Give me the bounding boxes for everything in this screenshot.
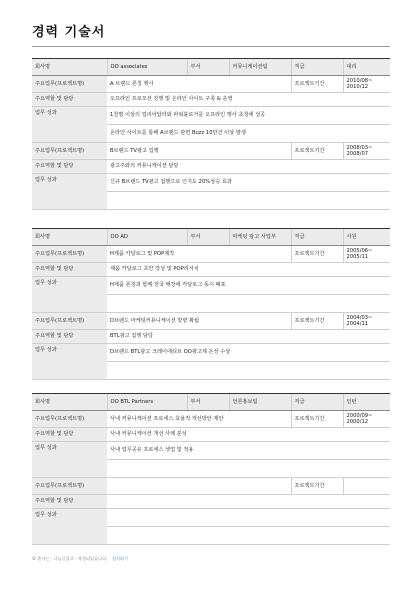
role-label: 주요역할 및 담당 (32, 160, 107, 174)
main-duty-value: 사내 커뮤니케이션 프로세스 효율적 개선방안 제안 (107, 411, 291, 428)
department-label: 부서 (187, 59, 229, 76)
role-value: 제품 카달로그 초안 작성 및 POP리서치 (107, 263, 390, 277)
career-table (32, 228, 390, 380)
result-value (107, 362, 390, 380)
role-value: 사내 커뮤니케이션 개선 사례 분석 (107, 428, 390, 442)
project-duty-row (32, 478, 390, 495)
result-value: 온라인 사이트를 통해 A브랜드 관련 Buzz 10만건 이상 발생 (107, 125, 390, 143)
result-label: 업무 성과 (32, 174, 107, 210)
project-role-row (32, 495, 390, 509)
main-duty-label: 주요업무(프로젝트명) (32, 143, 107, 160)
career-table (32, 393, 390, 545)
period-label: 프로젝트기간 (291, 76, 343, 93)
result-value: D브랜드 BTL광고 크레이에티브 OO광고제 은상 수상 (107, 344, 390, 362)
project-result-row (32, 509, 390, 527)
footer-text: © 혼사는 · 나눔글꼴로 · 작성되었습니다. (32, 556, 108, 561)
page-title: 경력 기술서 (32, 25, 106, 40)
main-duty-label: 주요업무(프로젝트명) (32, 411, 107, 428)
period-value: 2000/09~ 2000/12 (343, 411, 390, 428)
company-label: 회사명 (32, 394, 107, 411)
role-value: 광고주와의 커뮤니케이션 담당 (107, 160, 390, 174)
role-value: 오프라인 프로모션 진행 및 온라인 사이트 구축 & 운영 (107, 93, 390, 107)
project-duty-row (32, 143, 390, 160)
career-block (32, 228, 390, 380)
period-value: 2005/06~ 2005/11 (343, 246, 390, 263)
position-label: 직급 (291, 59, 343, 76)
project-duty-row (32, 76, 390, 93)
period-label: 프로젝트기간 (291, 246, 343, 263)
main-duty-label: 주요업무(프로젝트명) (32, 246, 107, 263)
role-label: 주요역할 및 담당 (32, 263, 107, 277)
project-result-row (32, 442, 390, 460)
result-value (107, 460, 390, 478)
project-result-row (32, 107, 390, 125)
project-role-row (32, 160, 390, 174)
period-label: 프로젝트기간 (291, 313, 343, 330)
period-value: 2010/08~ 2010/12 (343, 76, 390, 93)
title-divider (32, 46, 390, 47)
main-duty-value: B브랜드 TV광고 집행 (107, 143, 291, 160)
result-value: 신규 B브랜드 TV광고 집행으로 인지도 20%상승 효과 (107, 174, 390, 192)
role-value (107, 495, 390, 509)
career-header-row (32, 59, 390, 76)
position-value: 인턴 (343, 394, 390, 411)
project-duty-row (32, 411, 390, 428)
role-label: 주요역할 및 담당 (32, 330, 107, 344)
role-label: 주요역할 및 담당 (32, 428, 107, 442)
main-duty-value: D브랜드 마케팅커뮤니케이션 방향 확립 (107, 313, 291, 330)
project-role-row (32, 330, 390, 344)
department-value: 커뮤니케이션팀 (229, 59, 291, 76)
main-duty-label: 주요업무(프로젝트명) (32, 313, 107, 330)
result-value (107, 509, 390, 527)
position-label: 직급 (291, 394, 343, 411)
department-value: 마케팅 광고 사업부 (229, 229, 291, 246)
position-value: 대리 (343, 59, 390, 76)
career-header-row (32, 394, 390, 411)
result-value (107, 295, 390, 313)
result-label: 업무 성과 (32, 344, 107, 380)
role-label: 주요역할 및 담당 (32, 93, 107, 107)
department-label: 부서 (187, 229, 229, 246)
career-table (32, 58, 390, 210)
project-result-row (32, 344, 390, 362)
main-duty-label: 주요업무(프로젝트명) (32, 76, 107, 93)
main-duty-value: A 브랜드 론칭 행사 (107, 76, 291, 93)
career-block (32, 393, 390, 545)
result-value (107, 527, 390, 545)
position-label: 직급 (291, 229, 343, 246)
period-value: 2004/03~ 2004/11 (343, 313, 390, 330)
project-result-row (32, 174, 390, 192)
main-duty-value (107, 478, 291, 495)
company-name: OO BTL Partners (107, 394, 187, 411)
project-duty-row (32, 246, 390, 263)
department-value: 언론홍보팀 (229, 394, 291, 411)
result-label: 업무 성과 (32, 442, 107, 478)
project-role-row (32, 428, 390, 442)
period-label: 프로젝트기간 (291, 478, 343, 495)
company-name: OO associates (107, 59, 187, 76)
footer-link[interactable]: 설치하기 (111, 556, 129, 561)
result-label: 업무 성과 (32, 107, 107, 143)
project-duty-row (32, 313, 390, 330)
result-value (107, 192, 390, 210)
period-value: 2008/03~ 2008/07 (343, 143, 390, 160)
project-result-row (32, 277, 390, 295)
result-value: 사내 업무공유 프로세스 셋업 및 적용 (107, 442, 390, 460)
period-value (343, 478, 390, 495)
company-label: 회사명 (32, 229, 107, 246)
result-label: 업무 성과 (32, 277, 107, 313)
footer (32, 556, 128, 562)
result-label: 업무 성과 (32, 509, 107, 545)
career-header-row (32, 229, 390, 246)
project-role-row (32, 93, 390, 107)
main-duty-value: H제품 카달로그 및 POP제작 (107, 246, 291, 263)
result-value: H제품 론칭과 함께 전국 매장에 카달로그 동시 배포 (107, 277, 390, 295)
role-value: BTL광고 집행 담당 (107, 330, 390, 344)
result-value: 1천명 이상의 얼리어답터와 파워블로거를 오프라인 행사 초청에 성공 (107, 107, 390, 125)
position-value: 사원 (343, 229, 390, 246)
project-role-row (32, 263, 390, 277)
career-block (32, 58, 390, 210)
role-label: 주요역할 및 담당 (32, 495, 107, 509)
department-label: 부서 (187, 394, 229, 411)
period-label: 프로젝트기간 (291, 143, 343, 160)
company-name: OO AD (107, 229, 187, 246)
main-duty-label: 주요업무(프로젝트명) (32, 478, 107, 495)
period-label: 프로젝트기간 (291, 411, 343, 428)
company-label: 회사명 (32, 59, 107, 76)
